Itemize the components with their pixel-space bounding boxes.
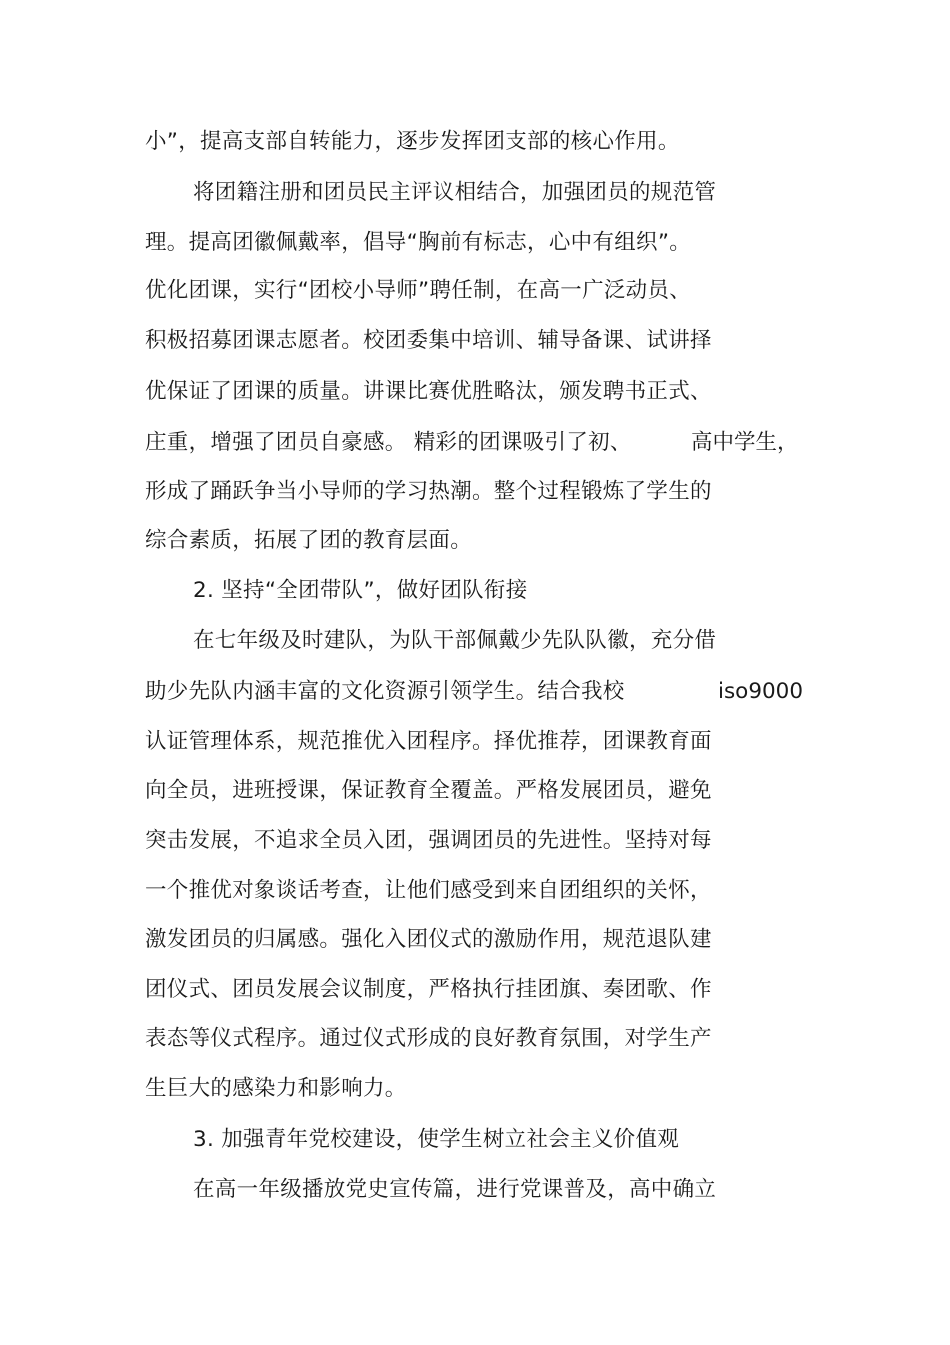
- text-line-tail: 高中学生，: [691, 430, 799, 455]
- text-line: 助少先队内涵丰富的文化资源引领学生。结合我校: [145, 679, 625, 704]
- text-line: 向全员，进班授课，保证教育全覆盖。严格发展团员，避免: [145, 778, 712, 803]
- paragraph-start: 在高一年级播放党史宣传篇，进行党课普及，高中确立: [193, 1177, 717, 1202]
- text-line: 优保证了团课的质量。讲课比赛优胜略汰，颁发聘书正式、: [145, 379, 712, 404]
- text-line: 优化团课，实行“团校小导师”聘任制，在高一广泛动员、: [145, 278, 692, 303]
- section-heading: 3. 加强青年党校建设，使学生树立社会主义价值观: [193, 1127, 680, 1152]
- text-line: 理。提高团徽佩戴率，倡导“胸前有标志，心中有组织”。: [145, 230, 692, 255]
- text-line: 认证管理体系，规范推优入团程序。择优推荐，团课教育面: [145, 729, 712, 754]
- text-line: 团仪式、团员发展会议制度，严格执行挂团旗、奏团歌、作: [145, 977, 712, 1002]
- text-line: 综合素质，拓展了团的教育层面。: [145, 528, 473, 553]
- text-line: 积极招募团课志愿者。校团委集中培训、辅导备课、试讲择: [145, 328, 712, 353]
- text-line: 形成了踊跃争当小导师的学习热潮。整个过程锻炼了学生的: [145, 479, 712, 504]
- paragraph-start: 在七年级及时建队，为队干部佩戴少先队队徽，充分借: [193, 628, 717, 653]
- text-line: 一个推优对象谈话考查，让他们感受到来自团组织的关怀，: [145, 878, 712, 903]
- text-line: 小”，提高支部自转能力，逐步发挥团支部的核心作用。: [145, 129, 680, 154]
- text-line: 激发团员的归属感。强化入团仪式的激励作用，规范退队建: [145, 927, 712, 952]
- text-line: 庄重，增强了团员自豪感。 精彩的团课吸引了初、: [145, 430, 632, 455]
- paragraph-start: 将团籍注册和团员民主评议相结合，加强团员的规范管: [193, 180, 717, 205]
- section-heading: 2. 坚持“全团带队”，做好团队衔接: [193, 578, 528, 603]
- text-line: 表态等仪式程序。通过仪式形成的良好教育氛围，对学生产: [145, 1026, 712, 1051]
- text-line: 生巨大的感染力和影响力。: [145, 1076, 407, 1101]
- text-line: 突击发展，不追求全员入团，强调团员的先进性。坚持对每: [145, 828, 712, 853]
- text-line-tail: iso9000: [718, 679, 804, 704]
